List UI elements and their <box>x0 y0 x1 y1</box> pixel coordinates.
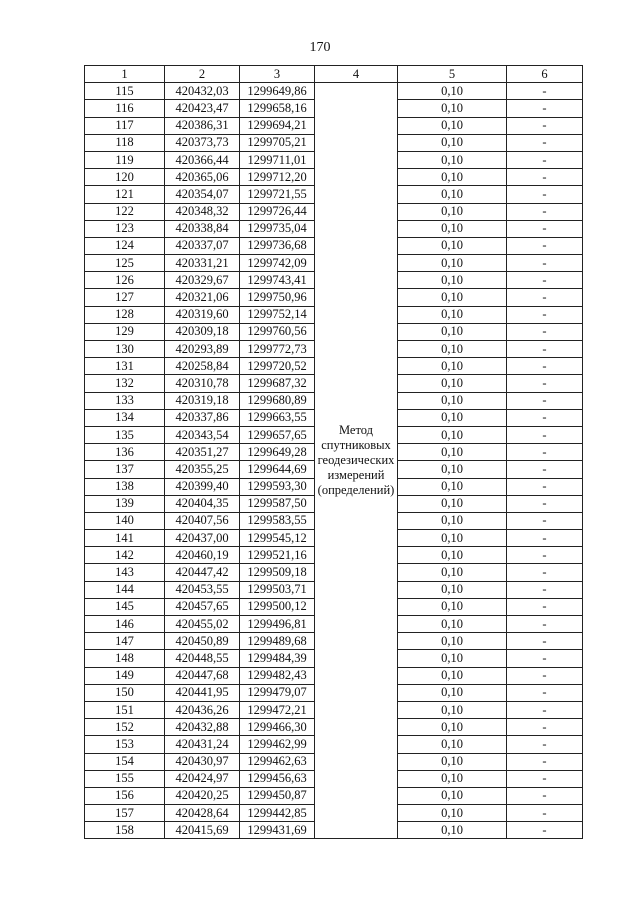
point-number-cell: 115 <box>85 83 165 100</box>
description-cell: - <box>507 495 583 512</box>
accuracy-cell: 0,10 <box>398 358 507 375</box>
x-coordinate-cell: 420404,35 <box>165 495 240 512</box>
description-cell: - <box>507 753 583 770</box>
point-number-cell: 142 <box>85 547 165 564</box>
x-coordinate-cell: 420453,55 <box>165 581 240 598</box>
x-coordinate-cell: 420436,26 <box>165 701 240 718</box>
description-cell: - <box>507 667 583 684</box>
accuracy-cell: 0,10 <box>398 220 507 237</box>
point-number-cell: 136 <box>85 444 165 461</box>
point-number-cell: 145 <box>85 598 165 615</box>
y-coordinate-cell: 1299479,07 <box>240 684 315 701</box>
y-coordinate-cell: 1299649,28 <box>240 444 315 461</box>
x-coordinate-cell: 420407,56 <box>165 512 240 529</box>
y-coordinate-cell: 1299712,20 <box>240 169 315 186</box>
header-row <box>85 66 583 83</box>
point-number-cell: 149 <box>85 667 165 684</box>
description-cell: - <box>507 186 583 203</box>
accuracy-cell: 0,10 <box>398 787 507 804</box>
header-cell: 4 <box>315 66 398 83</box>
point-number-cell: 157 <box>85 805 165 822</box>
y-coordinate-cell: 1299657,65 <box>240 426 315 443</box>
x-coordinate-cell: 420319,60 <box>165 306 240 323</box>
accuracy-cell: 0,10 <box>398 117 507 134</box>
y-coordinate-cell: 1299521,16 <box>240 547 315 564</box>
y-coordinate-cell: 1299752,14 <box>240 306 315 323</box>
method-cell <box>315 83 398 839</box>
description-cell: - <box>507 426 583 443</box>
method-text-line: измерений <box>327 468 385 483</box>
accuracy-cell: 0,10 <box>398 719 507 736</box>
y-coordinate-cell: 1299663,55 <box>240 409 315 426</box>
description-cell: - <box>507 409 583 426</box>
y-coordinate-cell: 1299466,30 <box>240 719 315 736</box>
y-coordinate-cell: 1299711,01 <box>240 151 315 168</box>
x-coordinate-cell: 420430,97 <box>165 753 240 770</box>
accuracy-cell: 0,10 <box>398 100 507 117</box>
x-coordinate-cell: 420460,19 <box>165 547 240 564</box>
description-cell: - <box>507 478 583 495</box>
y-coordinate-cell: 1299750,96 <box>240 289 315 306</box>
accuracy-cell: 0,10 <box>398 426 507 443</box>
x-coordinate-cell: 420337,86 <box>165 409 240 426</box>
x-coordinate-cell: 420354,07 <box>165 186 240 203</box>
x-coordinate-cell: 420366,44 <box>165 151 240 168</box>
description-cell: - <box>507 719 583 736</box>
point-number-cell: 130 <box>85 341 165 358</box>
table-row <box>85 83 583 100</box>
y-coordinate-cell: 1299503,71 <box>240 581 315 598</box>
point-number-cell: 137 <box>85 461 165 478</box>
description-cell: - <box>507 736 583 753</box>
accuracy-cell: 0,10 <box>398 495 507 512</box>
accuracy-cell: 0,10 <box>398 83 507 100</box>
point-number-cell: 138 <box>85 478 165 495</box>
header-cell: 5 <box>398 66 507 83</box>
accuracy-cell: 0,10 <box>398 598 507 615</box>
y-coordinate-cell: 1299705,21 <box>240 134 315 151</box>
point-number-cell: 156 <box>85 787 165 804</box>
description-cell: - <box>507 323 583 340</box>
x-coordinate-cell: 420431,24 <box>165 736 240 753</box>
point-number-cell: 131 <box>85 358 165 375</box>
y-coordinate-cell: 1299456,63 <box>240 770 315 787</box>
description-cell: - <box>507 306 583 323</box>
point-number-cell: 123 <box>85 220 165 237</box>
point-number-cell: 133 <box>85 392 165 409</box>
y-coordinate-cell: 1299509,18 <box>240 564 315 581</box>
y-coordinate-cell: 1299482,43 <box>240 667 315 684</box>
y-coordinate-cell: 1299484,39 <box>240 650 315 667</box>
x-coordinate-cell: 420455,02 <box>165 616 240 633</box>
x-coordinate-cell: 420424,97 <box>165 770 240 787</box>
description-cell: - <box>507 237 583 254</box>
description-cell: - <box>507 701 583 718</box>
description-cell: - <box>507 220 583 237</box>
x-coordinate-cell: 420447,42 <box>165 564 240 581</box>
point-number-cell: 127 <box>85 289 165 306</box>
accuracy-cell: 0,10 <box>398 650 507 667</box>
y-coordinate-cell: 1299687,32 <box>240 375 315 392</box>
description-cell: - <box>507 100 583 117</box>
x-coordinate-cell: 420319,18 <box>165 392 240 409</box>
point-number-cell: 141 <box>85 530 165 547</box>
y-coordinate-cell: 1299680,89 <box>240 392 315 409</box>
y-coordinate-cell: 1299489,68 <box>240 633 315 650</box>
method-text-line: спутниковых <box>321 438 391 453</box>
description-cell: - <box>507 358 583 375</box>
header-cell: 6 <box>507 66 583 83</box>
description-cell: - <box>507 117 583 134</box>
x-coordinate-cell: 420447,68 <box>165 667 240 684</box>
y-coordinate-cell: 1299658,16 <box>240 100 315 117</box>
point-number-cell: 153 <box>85 736 165 753</box>
description-cell: - <box>507 787 583 804</box>
accuracy-cell: 0,10 <box>398 684 507 701</box>
description-cell: - <box>507 203 583 220</box>
accuracy-cell: 0,10 <box>398 255 507 272</box>
point-number-cell: 155 <box>85 770 165 787</box>
description-cell: - <box>507 375 583 392</box>
point-number-cell: 117 <box>85 117 165 134</box>
table-body <box>85 83 583 839</box>
point-number-cell: 146 <box>85 616 165 633</box>
description-cell: - <box>507 598 583 615</box>
x-coordinate-cell: 420432,88 <box>165 719 240 736</box>
y-coordinate-cell: 1299720,52 <box>240 358 315 375</box>
coordinates-table <box>84 65 583 839</box>
description-cell: - <box>507 255 583 272</box>
point-number-cell: 135 <box>85 426 165 443</box>
y-coordinate-cell: 1299649,86 <box>240 83 315 100</box>
description-cell: - <box>507 289 583 306</box>
point-number-cell: 119 <box>85 151 165 168</box>
y-coordinate-cell: 1299496,81 <box>240 616 315 633</box>
description-cell: - <box>507 169 583 186</box>
accuracy-cell: 0,10 <box>398 186 507 203</box>
x-coordinate-cell: 420348,32 <box>165 203 240 220</box>
point-number-cell: 122 <box>85 203 165 220</box>
accuracy-cell: 0,10 <box>398 444 507 461</box>
accuracy-cell: 0,10 <box>398 530 507 547</box>
x-coordinate-cell: 420386,31 <box>165 117 240 134</box>
point-number-cell: 120 <box>85 169 165 186</box>
point-number-cell: 128 <box>85 306 165 323</box>
description-cell: - <box>507 564 583 581</box>
y-coordinate-cell: 1299760,56 <box>240 323 315 340</box>
method-text-line: геодезических <box>317 453 395 468</box>
x-coordinate-cell: 420258,84 <box>165 358 240 375</box>
description-cell: - <box>507 392 583 409</box>
y-coordinate-cell: 1299545,12 <box>240 530 315 547</box>
accuracy-cell: 0,10 <box>398 547 507 564</box>
x-coordinate-cell: 420343,54 <box>165 426 240 443</box>
y-coordinate-cell: 1299472,21 <box>240 701 315 718</box>
y-coordinate-cell: 1299462,99 <box>240 736 315 753</box>
y-coordinate-cell: 1299735,04 <box>240 220 315 237</box>
y-coordinate-cell: 1299431,69 <box>240 822 315 839</box>
description-cell: - <box>507 272 583 289</box>
y-coordinate-cell: 1299742,09 <box>240 255 315 272</box>
description-cell: - <box>507 616 583 633</box>
page-number: 170 <box>309 40 331 55</box>
point-number-cell: 125 <box>85 255 165 272</box>
accuracy-cell: 0,10 <box>398 237 507 254</box>
point-number-cell: 118 <box>85 134 165 151</box>
x-coordinate-cell: 420420,25 <box>165 787 240 804</box>
x-coordinate-cell: 420448,55 <box>165 650 240 667</box>
description-cell: - <box>507 151 583 168</box>
point-number-cell: 129 <box>85 323 165 340</box>
y-coordinate-cell: 1299587,50 <box>240 495 315 512</box>
description-cell: - <box>507 822 583 839</box>
y-coordinate-cell: 1299726,44 <box>240 203 315 220</box>
x-coordinate-cell: 420365,06 <box>165 169 240 186</box>
description-cell: - <box>507 341 583 358</box>
point-number-cell: 147 <box>85 633 165 650</box>
accuracy-cell: 0,10 <box>398 564 507 581</box>
point-number-cell: 139 <box>85 495 165 512</box>
y-coordinate-cell: 1299462,63 <box>240 753 315 770</box>
description-cell: - <box>507 83 583 100</box>
accuracy-cell: 0,10 <box>398 736 507 753</box>
accuracy-cell: 0,10 <box>398 478 507 495</box>
description-cell: - <box>507 684 583 701</box>
accuracy-cell: 0,10 <box>398 341 507 358</box>
y-coordinate-cell: 1299500,12 <box>240 598 315 615</box>
x-coordinate-cell: 420338,84 <box>165 220 240 237</box>
x-coordinate-cell: 420423,47 <box>165 100 240 117</box>
x-coordinate-cell: 420415,69 <box>165 822 240 839</box>
point-number-cell: 116 <box>85 100 165 117</box>
y-coordinate-cell: 1299772,73 <box>240 341 315 358</box>
accuracy-cell: 0,10 <box>398 667 507 684</box>
accuracy-cell: 0,10 <box>398 289 507 306</box>
accuracy-cell: 0,10 <box>398 375 507 392</box>
accuracy-cell: 0,10 <box>398 151 507 168</box>
description-cell: - <box>507 805 583 822</box>
description-cell: - <box>507 770 583 787</box>
description-cell: - <box>507 650 583 667</box>
accuracy-cell: 0,10 <box>398 581 507 598</box>
description-cell: - <box>507 461 583 478</box>
point-number-cell: 121 <box>85 186 165 203</box>
point-number-cell: 148 <box>85 650 165 667</box>
accuracy-cell: 0,10 <box>398 770 507 787</box>
x-coordinate-cell: 420293,89 <box>165 341 240 358</box>
x-coordinate-cell: 420329,67 <box>165 272 240 289</box>
x-coordinate-cell: 420437,00 <box>165 530 240 547</box>
x-coordinate-cell: 420309,18 <box>165 323 240 340</box>
point-number-cell: 144 <box>85 581 165 598</box>
point-number-cell: 143 <box>85 564 165 581</box>
point-number-cell: 132 <box>85 375 165 392</box>
accuracy-cell: 0,10 <box>398 306 507 323</box>
accuracy-cell: 0,10 <box>398 409 507 426</box>
y-coordinate-cell: 1299743,41 <box>240 272 315 289</box>
accuracy-cell: 0,10 <box>398 512 507 529</box>
accuracy-cell: 0,10 <box>398 616 507 633</box>
y-coordinate-cell: 1299736,68 <box>240 237 315 254</box>
point-number-cell: 134 <box>85 409 165 426</box>
point-number-cell: 154 <box>85 753 165 770</box>
header-cell: 1 <box>85 66 165 83</box>
y-coordinate-cell: 1299721,55 <box>240 186 315 203</box>
header-cell: 3 <box>240 66 315 83</box>
point-number-cell: 152 <box>85 719 165 736</box>
point-number-cell: 140 <box>85 512 165 529</box>
point-number-cell: 150 <box>85 684 165 701</box>
x-coordinate-cell: 420428,64 <box>165 805 240 822</box>
y-coordinate-cell: 1299694,21 <box>240 117 315 134</box>
accuracy-cell: 0,10 <box>398 134 507 151</box>
method-text-line: Метод <box>338 423 374 438</box>
x-coordinate-cell: 420337,07 <box>165 237 240 254</box>
point-number-cell: 158 <box>85 822 165 839</box>
point-number-cell: 126 <box>85 272 165 289</box>
y-coordinate-cell: 1299450,87 <box>240 787 315 804</box>
x-coordinate-cell: 420321,06 <box>165 289 240 306</box>
accuracy-cell: 0,10 <box>398 272 507 289</box>
x-coordinate-cell: 420331,21 <box>165 255 240 272</box>
accuracy-cell: 0,10 <box>398 392 507 409</box>
x-coordinate-cell: 420351,27 <box>165 444 240 461</box>
x-coordinate-cell: 420373,73 <box>165 134 240 151</box>
accuracy-cell: 0,10 <box>398 753 507 770</box>
y-coordinate-cell: 1299442,85 <box>240 805 315 822</box>
accuracy-cell: 0,10 <box>398 701 507 718</box>
description-cell: - <box>507 134 583 151</box>
y-coordinate-cell: 1299583,55 <box>240 512 315 529</box>
description-cell: - <box>507 581 583 598</box>
description-cell: - <box>507 444 583 461</box>
x-coordinate-cell: 420457,65 <box>165 598 240 615</box>
description-cell: - <box>507 633 583 650</box>
header-cell: 2 <box>165 66 240 83</box>
description-cell: - <box>507 512 583 529</box>
accuracy-cell: 0,10 <box>398 169 507 186</box>
x-coordinate-cell: 420450,89 <box>165 633 240 650</box>
method-text-line: (определений) <box>317 483 395 498</box>
description-cell: - <box>507 530 583 547</box>
accuracy-cell: 0,10 <box>398 323 507 340</box>
description-cell: - <box>507 547 583 564</box>
accuracy-cell: 0,10 <box>398 805 507 822</box>
x-coordinate-cell: 420310,78 <box>165 375 240 392</box>
x-coordinate-cell: 420432,03 <box>165 83 240 100</box>
y-coordinate-cell: 1299593,30 <box>240 478 315 495</box>
accuracy-cell: 0,10 <box>398 203 507 220</box>
accuracy-cell: 0,10 <box>398 633 507 650</box>
x-coordinate-cell: 420399,40 <box>165 478 240 495</box>
point-number-cell: 124 <box>85 237 165 254</box>
accuracy-cell: 0,10 <box>398 461 507 478</box>
accuracy-cell: 0,10 <box>398 822 507 839</box>
x-coordinate-cell: 420441,95 <box>165 684 240 701</box>
y-coordinate-cell: 1299644,69 <box>240 461 315 478</box>
x-coordinate-cell: 420355,25 <box>165 461 240 478</box>
point-number-cell: 151 <box>85 701 165 718</box>
